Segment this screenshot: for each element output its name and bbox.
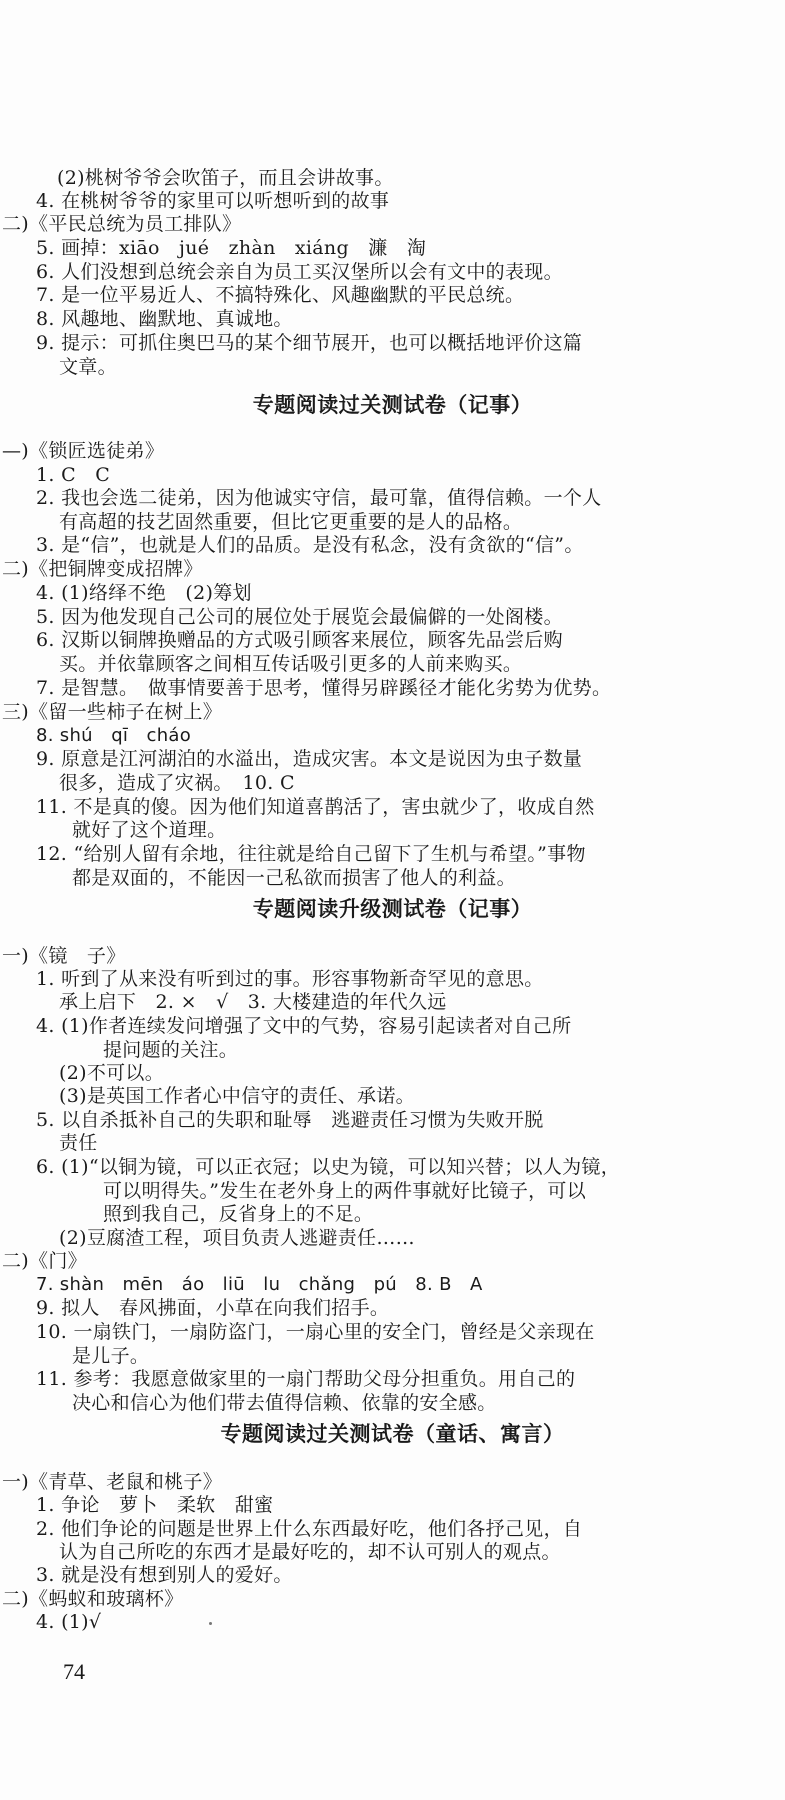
answer-line: 11. 参考：我愿意做家里的一扇门帮助父母分担重负。用自己的 (36, 1368, 576, 1390)
answer-line: 9. 拟人 春风拂面，小草在向我们招手。 (36, 1297, 390, 1319)
answer-line: (2)桃树爷爷会吹笛子，而且会讲故事。 (57, 167, 394, 189)
section-heading: 二)《蚂蚁和玻璃杯》 (2, 1588, 184, 1610)
section-heading: 三)《留一些柿子在树上》 (2, 701, 223, 723)
answer-line: 8. shú qī cháo (36, 725, 192, 746)
answer-line: 4. (1)络绎不绝 (2)筹划 (36, 582, 252, 604)
answer-line-continuation: 认为自己所吃的东西才是最好吃的，却不认可别人的观点。 (59, 1541, 561, 1563)
answer-line: 9. 提示：可抓住奥巴马的某个细节展开，也可以概括地评价这篇 (36, 332, 583, 354)
answer-line-continuation: 照到我自己，反省身上的不足。 (103, 1203, 374, 1225)
answer-line-continuation: 就好了这个道理。 (72, 819, 227, 841)
answer-line-continuation: 都是双面的，不能因一己私欲而损害了他人的利益。 (72, 867, 516, 889)
answer-line-continuation: 买。并依靠顾客之间相互传话吸引更多的人前来购买。 (59, 653, 523, 675)
section-heading: —)《锁匠选徒弟》 (2, 440, 165, 462)
answer-line: 2. 我也会选二徒弟，因为他诚实守信，最可靠，值得信赖。一个人 (36, 487, 602, 509)
section-heading: 一)《镜 子》 (2, 945, 126, 967)
answer-line: 3. 就是没有想到别人的爱好。 (36, 1564, 293, 1586)
answer-line: 1. C C (36, 464, 111, 486)
answer-line-continuation: 提问题的关注。 (103, 1039, 239, 1061)
answer-line: 1. 争论 萝卜 柔软 甜蜜 (36, 1494, 274, 1516)
answer-line: 3. 是“信”，也就是人们的品质。是没有私念，没有贪欲的“信”。 (36, 534, 584, 556)
answer-line-continuation: 很多，造成了灾祸。 10. C (59, 772, 295, 794)
section-heading: 二)《平民总统为员工排队》 (2, 213, 242, 235)
answer-line: 5. 因为他发现自己公司的展位处于展览会最偏僻的一处阁楼。 (36, 606, 563, 628)
answer-line-continuation: 是儿子。 (72, 1345, 150, 1367)
answer-line-continuation: 承上启下 2. × √ 3. 大楼建造的年代久远 (59, 991, 447, 1013)
answer-line: 4. (1)作者连续发问增强了文中的气势，容易引起读者对自己所 (36, 1015, 572, 1037)
answer-line-continuation: 有高超的技艺固然重要，但比它更重要的是人的品格。 (59, 511, 523, 533)
answer-line: 4. (1)√ (36, 1611, 102, 1633)
answer-line: 7. 是一位平易近人、不搞特殊化、风趣幽默的平民总统。 (36, 284, 525, 306)
answer-line-continuation: 责任 (59, 1132, 98, 1154)
answer-line: 9. 原意是江河湖泊的水溢出，造成灾害。本文是说因为虫子数量 (36, 748, 583, 770)
answer-line: 11. 不是真的傻。因为他们知道喜鹊活了，害虫就少了，收成自然 (36, 796, 595, 818)
answer-line: (2)不可以。 (59, 1062, 165, 1084)
answer-line: 7. shàn mēn áo liū lu chǎng pú 8. B A (36, 1274, 483, 1295)
answer-line-continuation: 文章。 (59, 356, 117, 378)
scan-speck (209, 1622, 212, 1625)
answer-line: (2)豆腐渣工程，项目负责人逃避责任…… (59, 1227, 415, 1249)
answer-line: 1. 听到了从来没有听到过的事。形容事物新奇罕见的意思。 (36, 968, 544, 990)
answer-line: 10. 一扇铁门，一扇防盗门，一扇心里的安全门，曾经是父亲现在 (36, 1321, 595, 1343)
test-title: 专题阅读升级测试卷（记事） (252, 897, 533, 921)
test-title: 专题阅读过关测试卷（童话、寓言） (220, 1422, 565, 1446)
test-title: 专题阅读过关测试卷（记事） (252, 393, 533, 417)
answer-line: 6. 人们没想到总统会亲自为员工买汉堡所以会有文中的表现。 (36, 261, 563, 283)
section-heading: 二)《把铜牌变成招牌》 (2, 558, 203, 580)
answer-line-continuation: 决心和信心为他们带去值得信赖、依靠的安全感。 (72, 1392, 497, 1414)
answer-line: 5. 画掉：xiāo jué zhàn xiáng 濂 淘 (36, 237, 427, 259)
answer-line: 12. “给别人留有余地，往往就是给自己留下了生机与希望。”事物 (36, 843, 586, 865)
page-number: 74 (63, 1659, 85, 1684)
answer-line: 5. 以自杀抵补自己的失职和耻辱 逃避责任习惯为失败开脱 (36, 1109, 544, 1131)
answer-line: 2. 他们争论的问题是世界上什么东西最好吃，他们各抒己见，自 (36, 1518, 583, 1540)
answer-line: 7. 是智慧。 做事情要善于思考，懂得另辟蹊径才能化劣势为优势。 (36, 677, 612, 699)
section-heading: 二)《门》 (2, 1250, 87, 1272)
answer-line: 8. 风趣地、幽默地、真诚地。 (36, 308, 293, 330)
answer-line: (3)是英国工作者心中信守的责任、承诺。 (59, 1085, 415, 1107)
answer-line-continuation: 可以明得失。”发生在老外身上的两件事就好比镜子，可以 (103, 1180, 587, 1202)
answer-line: 4. 在桃树爷爷的家里可以听想听到的故事 (36, 190, 390, 212)
answer-line: 6. 汉斯以铜牌换赠品的方式吸引顾客来展位，顾客先品尝后购 (36, 629, 563, 651)
answer-line: 6. (1)“以铜为镜，可以正衣冠；以史为镜，可以知兴替；以人为镜， (36, 1156, 620, 1178)
section-heading: 一)《青草、老鼠和桃子》 (2, 1471, 223, 1493)
